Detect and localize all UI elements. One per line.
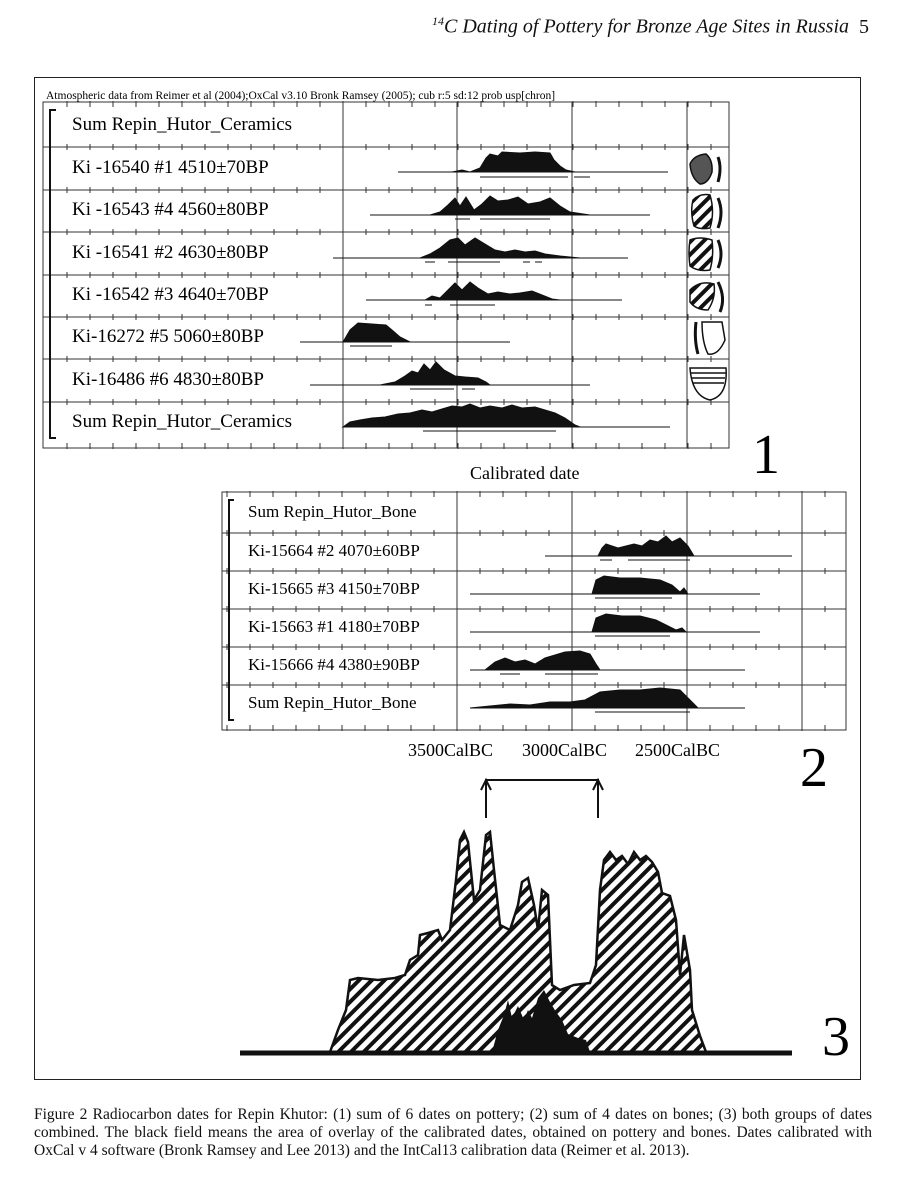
distribution-curve — [420, 238, 580, 258]
panel-1 — [43, 90, 780, 486]
panel-3 — [240, 780, 850, 1068]
figure-caption: Figure 2 Radiocarbon dates for Repin Khutor: (1) sum of 6 dates on pottery; (2) sum of 4 dates on bones; (3) both groups of dates combined. The black field means the area of overlay of the calibrated dates, obtained on pottery and bones. Dates calibrated with OxCal v 4 software (Bronk Ramsey and Lee 2013) and the IntCal13 calibration data (Reimer et al. 2013). — [34, 1106, 872, 1159]
header-title: C Dating of Pottery for Bronze Age Sites in Russia — [444, 15, 849, 38]
p2-tick-label: 3000CalBC — [522, 740, 608, 760]
panel3-number: 3 — [822, 1006, 850, 1068]
distribution-curve — [592, 614, 686, 632]
panel1-info: Atmospheric data from Reimer et al (2004);OxCal v3.10 Bronk Ramsey (2005); cub r:5 sd:12 prob usp[chron] — [46, 90, 556, 102]
sherd-icon — [692, 195, 713, 229]
distribution-curve — [425, 282, 560, 300]
p2-row-label: Sum Repin_Hutor_Bone — [248, 502, 417, 521]
p1-row-label: Ki -16541 #2 4630±80BP — [72, 242, 269, 263]
p1-axis-label: Calibrated date — [470, 463, 580, 483]
panel-2 — [222, 491, 846, 799]
distribution-curve — [592, 576, 688, 594]
p1-row-label: Ki-16486 #6 4830±80BP — [72, 369, 264, 390]
p2-tick-label: 3500CalBC — [408, 740, 494, 760]
distribution-curve — [430, 196, 590, 215]
distribution-curve — [598, 536, 694, 556]
sherd-icon — [689, 238, 713, 271]
panel1-number: 1 — [752, 424, 780, 486]
p1-row-label: Ki -16540 #1 4510±70BP — [72, 157, 269, 178]
distribution-curve — [380, 362, 490, 385]
p1-row-label: Ki -16543 #4 4560±80BP — [72, 199, 269, 220]
pottery-sherd-icons — [689, 154, 726, 400]
p1-row-label: Sum Repin_Hutor_Ceramics — [72, 411, 293, 432]
distribution-curve — [343, 404, 580, 427]
header-superscript: 14 — [432, 14, 445, 28]
p2-row-label: Ki-15665 #3 4150±70BP — [248, 579, 420, 598]
sherd-icon — [690, 283, 714, 310]
p2-tick-label: 2500CalBC — [635, 740, 721, 760]
p2-row-label: Ki-15666 #4 4380±90BP — [248, 655, 420, 674]
distribution-curve — [343, 323, 410, 342]
p1-row-label: Ki-16272 #5 5060±80BP — [72, 326, 264, 347]
distribution-curve — [470, 688, 698, 708]
distribution-curve — [452, 152, 575, 172]
p2-row-label: Ki-15664 #2 4070±60BP — [248, 541, 420, 560]
p1-row-label: Sum Repin_Hutor_Ceramics — [72, 114, 293, 135]
sherd-icon — [690, 154, 712, 184]
range-bracket — [486, 780, 598, 818]
p2-row-label: Sum Repin_Hutor_Bone — [248, 693, 417, 712]
page-number: 5 — [859, 15, 869, 38]
panel2-number: 2 — [800, 737, 828, 799]
p1-row-label: Ki -16542 #3 4640±70BP — [72, 284, 269, 305]
p2-row-label: Ki-15663 #1 4180±70BP — [248, 617, 420, 636]
distribution-curve — [485, 651, 600, 670]
sherd-icon — [702, 322, 725, 354]
